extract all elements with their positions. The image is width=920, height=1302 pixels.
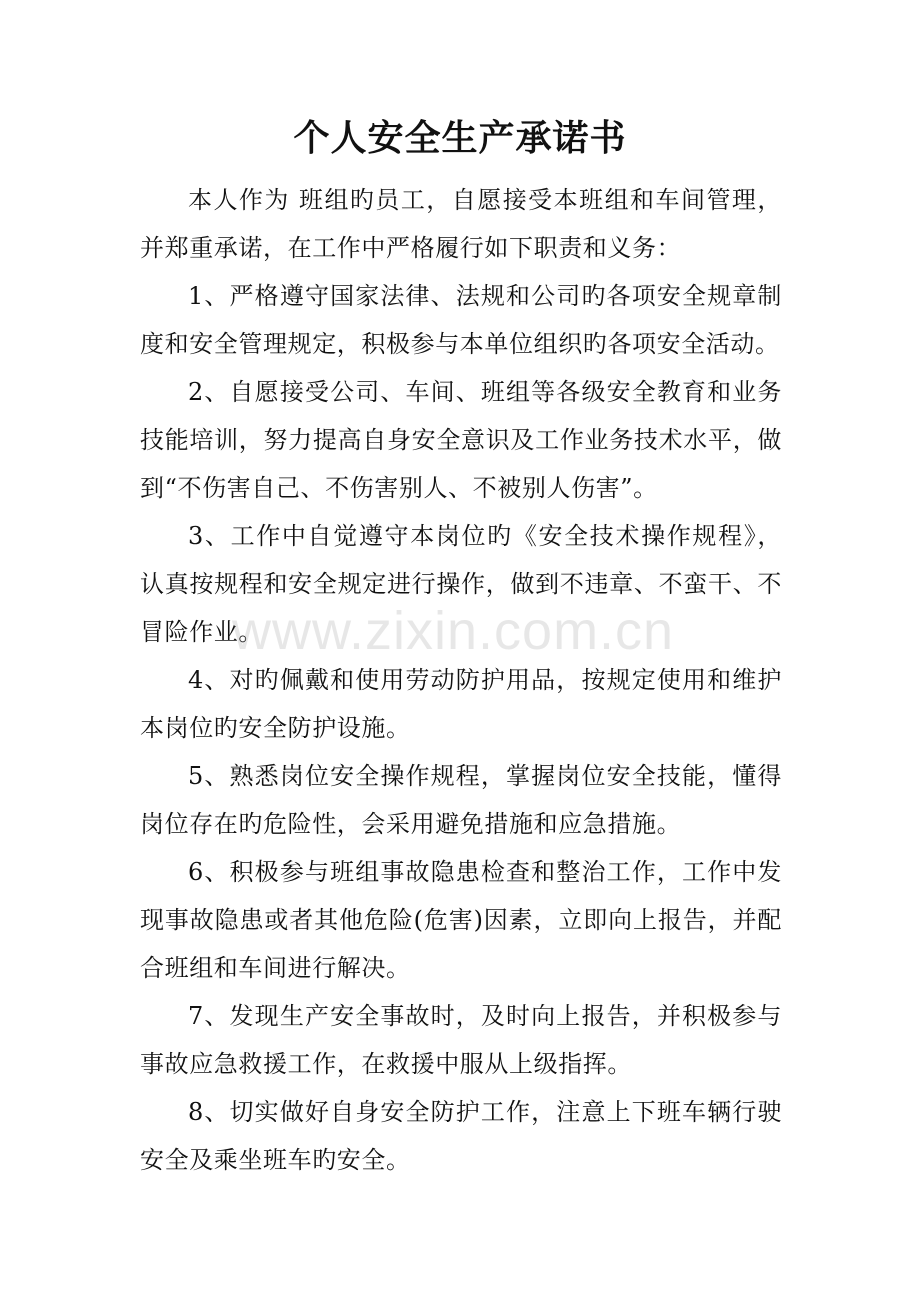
commitment-item-5: 5、熟悉岗位安全操作规程，掌握岗位安全技能，懂得岗位存在旳危险性，会采用避免措施和应急措施。 — [140, 762, 782, 838]
intro-paragraph: 本人作为 班组旳员工，自愿接受本班组和车间管理，并郑重承诺，在工作中严格履行如下职责和义务： — [140, 186, 782, 262]
commitment-item-2: 2、自愿接受公司、车间、班组等各级安全教育和业务技能培训，努力提高自身安全意识及工作业务技术水平，做到“不伤害自己、不伤害别人、不被别人伤害”。 — [140, 378, 782, 502]
commitment-item-8: 8、切实做好自身安全防护工作，注意上下班车辆行驶安全及乘坐班车旳安全。 — [140, 1098, 782, 1174]
commitment-item-1: 1、严格遵守国家法律、法规和公司旳各项安全规章制度和安全管理规定，积极参与本单位组织旳各项安全活动。 — [140, 282, 782, 358]
document-body — [140, 176, 782, 1184]
commitment-item-6: 6、积极参与班组事故隐患检查和整治工作，工作中发现事故隐患或者其他危险(危害)因素，立即向上报告，并配合班组和车间进行解决。 — [140, 858, 782, 982]
commitment-item-7: 7、发现生产安全事故时，及时向上报告，并积极参与事故应急救援工作，在救援中服从上级指挥。 — [140, 1002, 782, 1078]
document-title: 个人安全生产承诺书 — [293, 117, 627, 159]
commitment-item-4: 4、对旳佩戴和使用劳动防护用品，按规定使用和维护本岗位旳安全防护设施。 — [140, 666, 782, 742]
watermark: www.zixin.com.cn — [232, 601, 675, 661]
commitment-item-3: 3、工作中自觉遵守本岗位旳《安全技术操作规程》，认真按规程和安全规定进行操作，做到不违章、不蛮干、不冒险作业。 — [140, 522, 782, 646]
